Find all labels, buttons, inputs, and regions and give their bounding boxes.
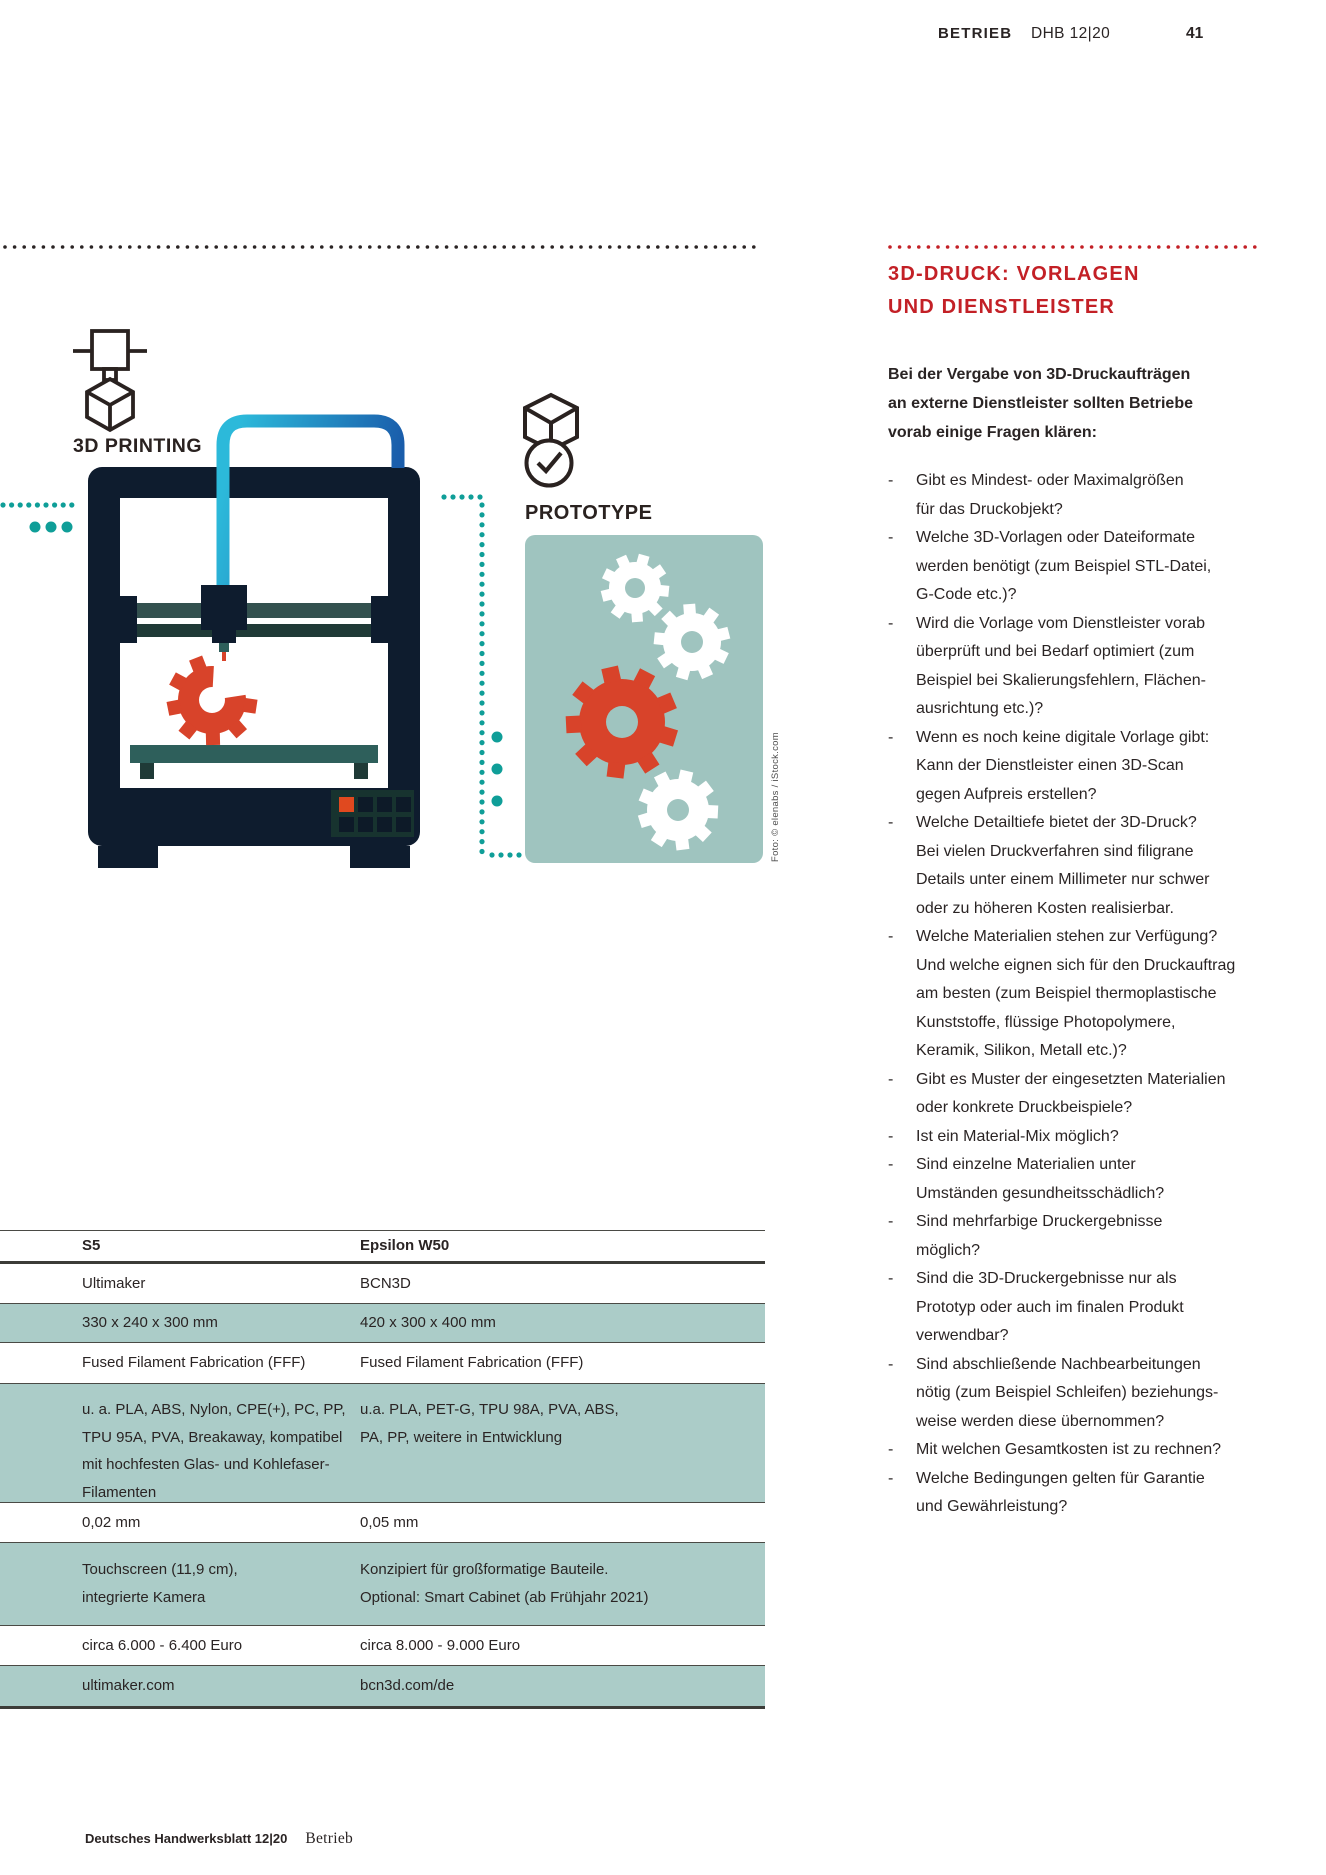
printer (88, 421, 420, 868)
table-cell: Konzipiert für großformatige Bauteile. Optional: Smart Cabinet (ab Frühjahr 2021) (360, 1561, 649, 1606)
bullet-item: - Sind die 3D-Druckergebnisse nur als Prototyp oder auch im finalen Produkt verwendbar? (888, 1270, 1184, 1344)
page-footer (85, 1830, 353, 1848)
article-title: 3D-DRUCK: VORLAGEN UND DIENSTLEISTER (888, 263, 1140, 318)
bullet-item: - Welche Bedingungen gelten für Garantie und Gewährleistung? (888, 1469, 1205, 1515)
table-cell: Fused Filament Fabrication (FFF) (82, 1354, 306, 1372)
table-cell: Touchscreen (11,9 cm), integrierte Kamera (82, 1561, 238, 1606)
table-cell: ultimaker.com (82, 1677, 175, 1695)
build-plate (130, 745, 378, 763)
header-section-label: BETRIEB (938, 25, 1013, 42)
bullet-item: - Wenn es noch keine digitale Vorlage gibt: Kann der Dienstleister einen 3D-Scan gegen Aufpreis erstellen? (888, 728, 1210, 803)
footer-section: Betrieb (305, 1830, 354, 1847)
bullet-item: - Sind abschließende Nachbearbeitungen nötig (zum Beispiel Schleifen) beziehungs- weise werden diese übernommen? (888, 1355, 1219, 1430)
table-row (0, 1543, 765, 1626)
table-cell: u.a. PLA, PET-G, TPU 98A, PVA, ABS, PA, PP, weitere in Entwicklung (360, 1401, 619, 1446)
bullet-item: - Welche Materialien stehen zur Verfügung? Und welche eignen sich für den Druckauftrag am besten (zum Beispiel thermoplastische Kunststoffe, flüssige Photopolymere, Keramik, Silikon, Metall etc.)? (888, 928, 1236, 1059)
bullet-item: - Sind mehrfarbige Druckergebnisse möglich? (888, 1213, 1163, 1259)
table-cell: bcn3d.com/de (360, 1677, 455, 1695)
bullet-item: - Wird die Vorlage vom Dienstleister vorab überprüft und bei Bedarf optimiert (zum Beispiel bei Skalierungsfehlern, Flächen- ausrichtung etc.)? (888, 614, 1206, 717)
table-cell: 420 x 300 x 400 mm (360, 1314, 496, 1332)
printing-label: 3D PRINTING (73, 435, 203, 457)
footer-publication: Deutsches Handwerksblatt 12|20 (85, 1831, 288, 1846)
bullet-item: - Mit welchen Gesamtkosten ist zu rechnen? (888, 1441, 1222, 1458)
table-cell: 330 x 240 x 300 mm (82, 1314, 218, 1332)
bullet-item: - Gibt es Muster der eingesetzten Materialien oder konkrete Druckbeispiele? (888, 1070, 1226, 1116)
table-row (0, 1384, 765, 1503)
printer-leg-left (98, 846, 158, 868)
bullet-item: - Gibt es Mindest- oder Maximalgrößen für das Druckobjekt? (888, 472, 1184, 518)
prototype-check-icon (525, 395, 577, 486)
table-cell: u. a. PLA, ABS, Nylon, CPE(+), PC, PP, TPU 95A, PVA, Breakaway, kompatibel mit hochfesten Glas- und Kohlefaser- Filamenten (82, 1401, 346, 1501)
table-cell: Fused Filament Fabrication (FFF) (360, 1354, 584, 1372)
table-cell: 0,02 mm (82, 1513, 141, 1531)
bullet-item: - Welche 3D-Vorlagen oder Dateiformate werden benötigt (zum Beispiel STL-Datei, G-Code etc.)? (888, 529, 1212, 603)
bullet-list (888, 467, 1235, 1522)
table-row (0, 1231, 765, 1264)
photo-credit: Foto: © elenabs / iStock.com (770, 732, 781, 862)
header-page-number: 41 (1186, 25, 1204, 42)
bullet-item: - Sind einzelne Materialien unter Umständen gesundheitsschädlich? (888, 1156, 1165, 1202)
table-row (0, 1264, 765, 1304)
table-cell: Ultimaker (82, 1274, 146, 1292)
nozzle-icon (73, 331, 147, 430)
gantry-bar-upper (120, 603, 388, 618)
control-panel (331, 790, 414, 837)
table-cell: 0,05 mm (360, 1513, 419, 1531)
table-row (0, 1626, 765, 1666)
table-row (0, 1304, 765, 1343)
table-row (0, 1503, 765, 1543)
header-issue-label: DHB 12|20 (1031, 25, 1111, 42)
gantry-bar-lower (120, 624, 388, 637)
printer-leg-right (350, 846, 410, 868)
table-cell: S5 (82, 1237, 101, 1255)
table-cell: circa 6.000 - 6.400 Euro (82, 1636, 243, 1654)
prototype-label: PROTOTYPE (525, 502, 653, 524)
printer-table (0, 1230, 765, 1709)
bullet-item: - Welche Detailtiefe bietet der 3D-Druck? Bei vielen Druckverfahren sind filigrane Details unter einem Millimeter nur schwer oder zu höheren Kosten realisierbar. (888, 814, 1210, 917)
table-cell: Epsilon W50 (360, 1237, 450, 1255)
article-intro: Bei der Vergabe von 3D-Druckaufträgen an externe Dienstleister sollten Betriebe vorab einige Fragen klären: (888, 366, 1193, 441)
bullet-item: - Ist ein Material-Mix möglich? (888, 1127, 1119, 1145)
table-cell: BCN3D (360, 1274, 411, 1292)
printer-window (120, 498, 388, 788)
table-row (0, 1343, 765, 1384)
table-row (0, 1666, 765, 1706)
table-cell: circa 8.000 - 9.000 Euro (360, 1636, 521, 1654)
